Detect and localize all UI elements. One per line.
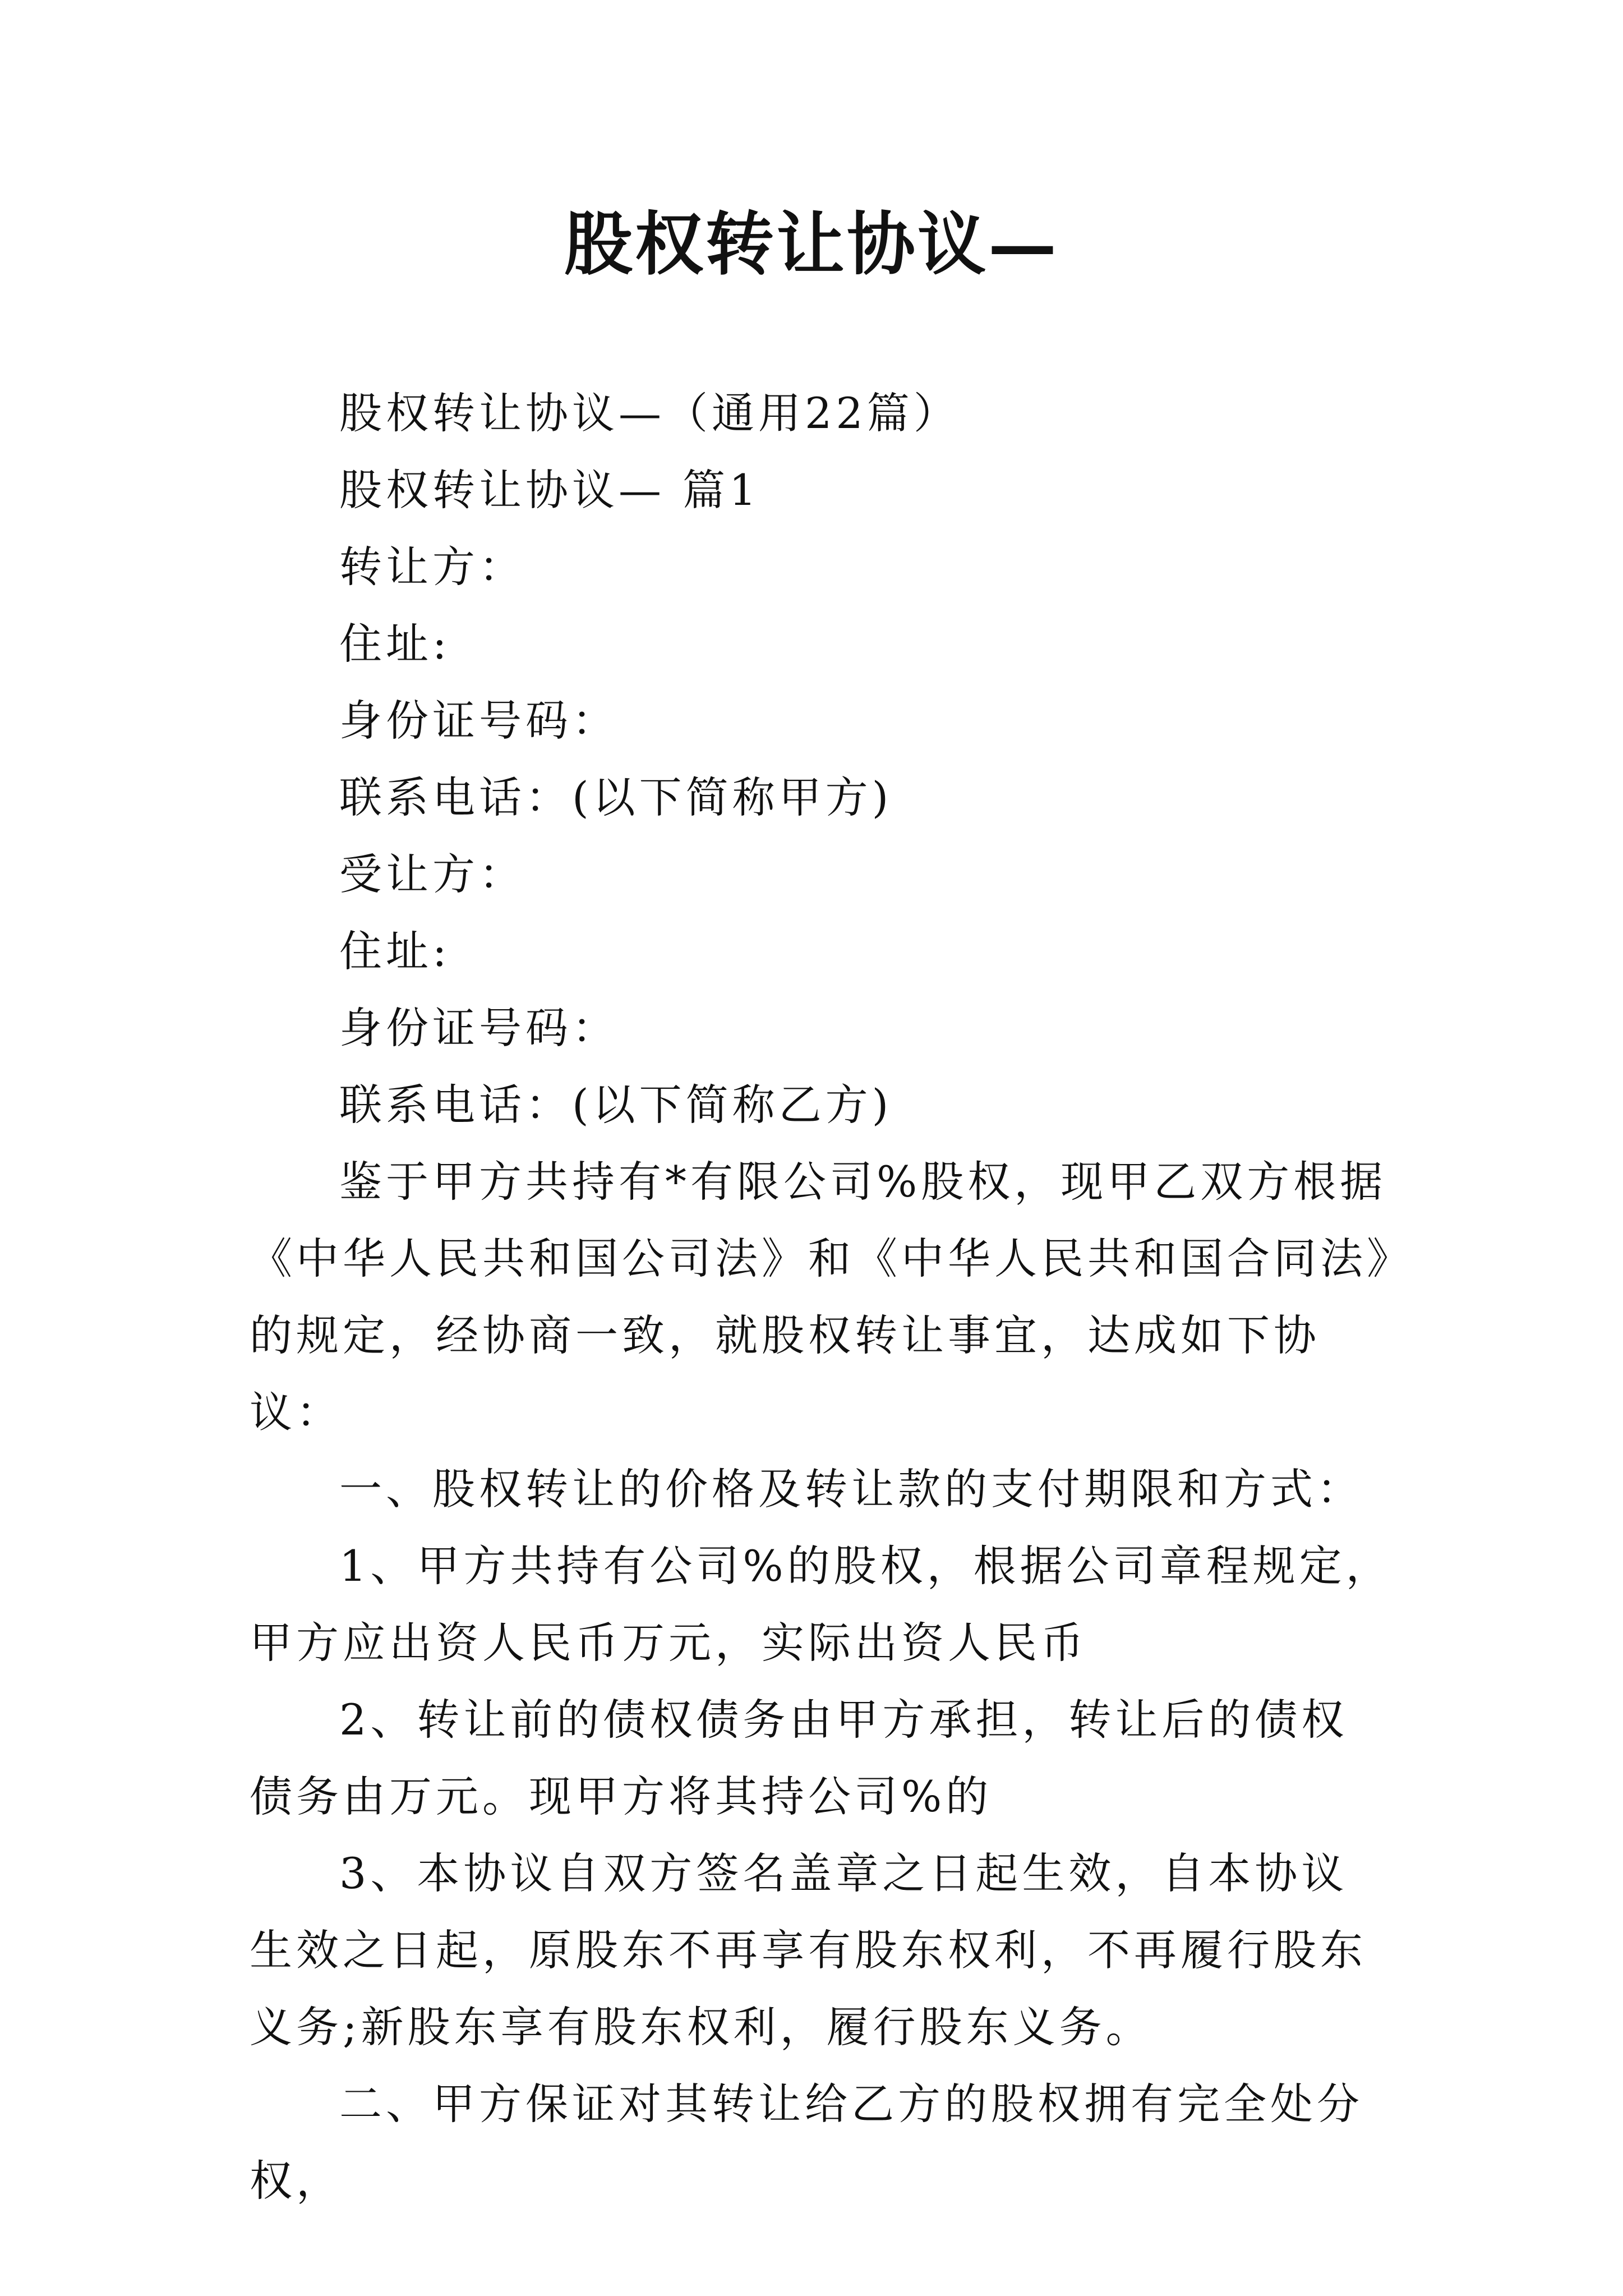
paragraph-clause-1-2: 2、转让前的债权债务由甲方承担，转让后的债权债务由万元。现甲方将其持公司%的 xyxy=(250,1695,1348,1821)
paragraph-section-heading: 股权转让协议— 篇1 xyxy=(339,465,760,515)
paragraph-transferee-id: 身份证号码： xyxy=(339,1003,619,1053)
paragraph-clause-1-heading: 一、股权转让的价格及转让款的支付期限和方式： xyxy=(339,1464,1363,1514)
paragraph-transferor-id: 身份证号码： xyxy=(339,696,619,746)
document-body xyxy=(250,375,1394,2219)
paragraph-clause-1-1: 1、甲方共持有公司%的股权，根据公司章程规定，甲方应出资人民币万元，实际出资人民币 xyxy=(250,1541,1393,1668)
paragraph-transferee: 受让方： xyxy=(339,849,525,899)
paragraph-transferor-address: 住址: xyxy=(339,619,451,669)
paragraph-preamble: 鉴于甲方共持有*有限公司%股权，现甲乙双方根据《中华人民共和国公司法》和《中华人民共和国合同法》的规定，经协商一致，就股权转让事宜，达成如下协议： xyxy=(250,1157,1392,1437)
paragraph-transferee-phone: 联系电话：(以下简称乙方) xyxy=(339,1080,893,1130)
paragraph-transferor-phone: 联系电话：(以下简称甲方) xyxy=(339,772,893,822)
paragraph-transferee-address: 住址: xyxy=(339,926,451,976)
paragraph-subtitle: 股权转让协议—（通用22篇） xyxy=(339,388,960,438)
paragraph-clause-2: 二、甲方保证对其转让给乙方的股权拥有完全处分权， xyxy=(250,2079,1363,2206)
paragraph-clause-1-3: 3、本协议自双方签名盖章之日起生效，自本协议生效之日起，原股东不再享有股东权利，不再履行股东义务;新股东享有股东权利，履行股东义务。 xyxy=(250,1848,1367,2052)
paragraph-transferor: 转让方： xyxy=(339,542,525,592)
document-title: 股权转让协议— xyxy=(564,204,1059,284)
